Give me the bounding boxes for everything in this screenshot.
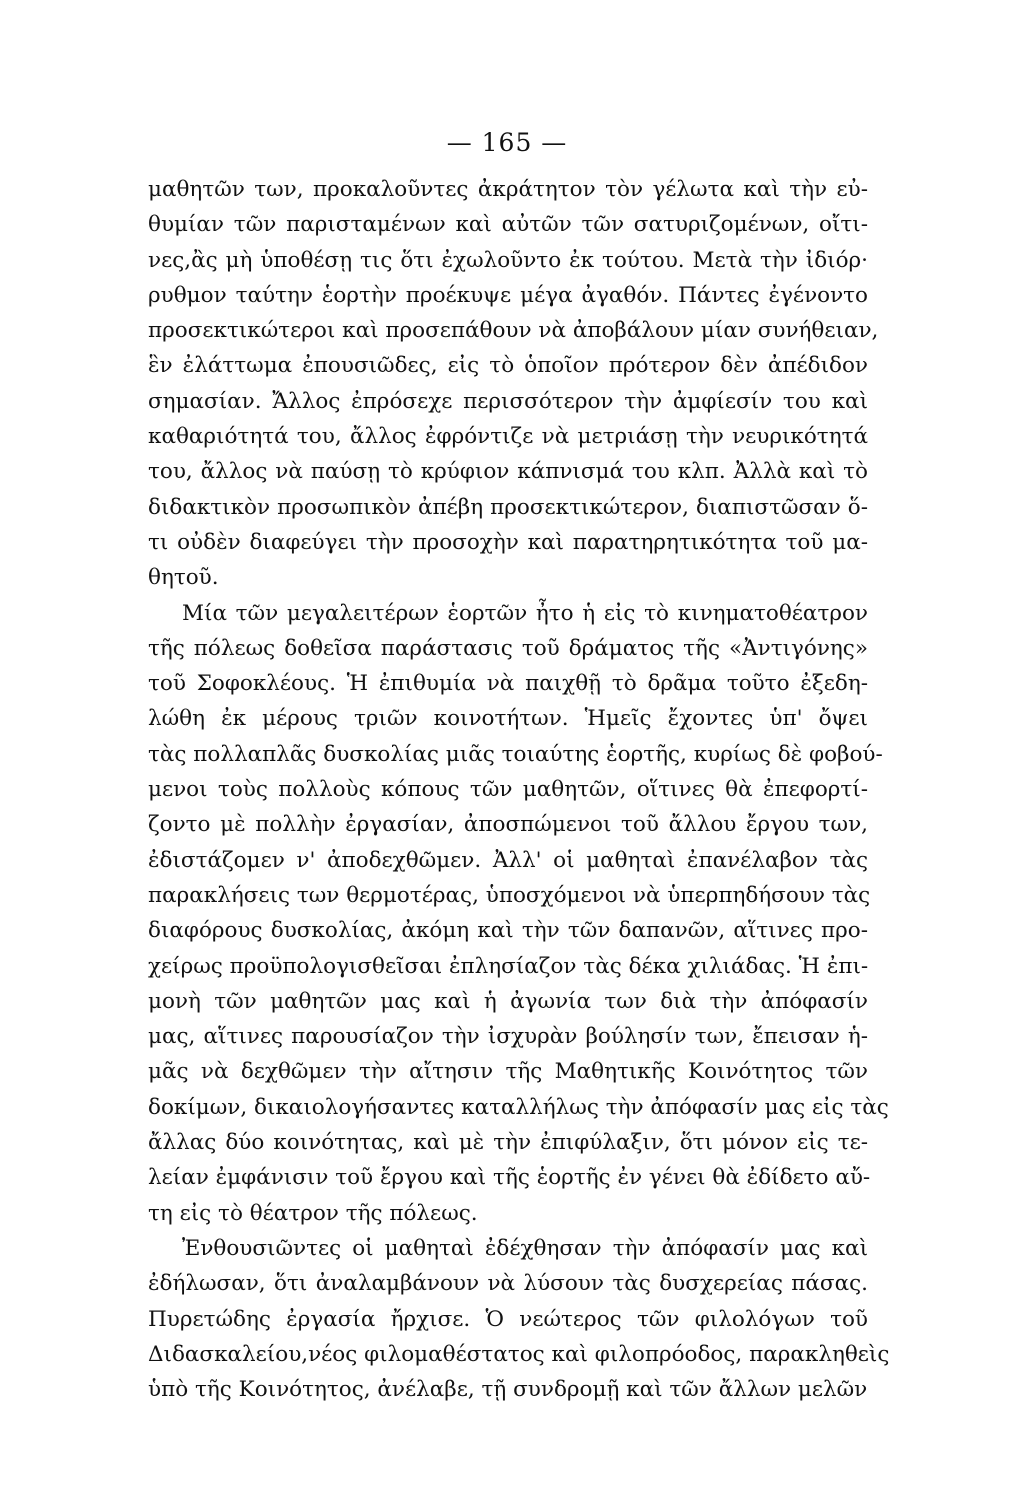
text-line: νες,ἂς μὴ ὑποθέσῃ τις ὅτι ἐχωλοῦντο ἐκ τούτου. Μετὰ τὴν ἰδιόρ·: [148, 247, 868, 273]
text-line: μαθητῶν των, προκαλοῦντες ἀκράτητον τὸν γέλωτα καὶ τὴν εὐ-: [148, 177, 868, 202]
text-line: λείαν ἐμφάνισιν τοῦ ἔργου καὶ τῆς ἑορτῆς ἐν γένει θὰ ἐδίδετο αὔ-: [148, 1165, 871, 1191]
text-line: μενοι τοὺς πολλοὺς κόπους τῶν μαθητῶν, οἵτινες θὰ ἐπεφορτί-: [148, 777, 868, 803]
text-line: ἐδιστάζομεν ν' ἀποδεχθῶμεν. Ἀλλ' οἱ μαθηταὶ ἐπανέλαβον τὰς: [148, 847, 868, 873]
text-line: προσεκτικώτεροι καὶ προσεπάθουν νὰ ἀποβάλουν μίαν συνήθειαν,: [148, 318, 879, 344]
text-line: του, ἄλλος νὰ παύσῃ τὸ κρύφιον κάπνισμά του κλπ. Ἀλλὰ καὶ τὸ: [148, 459, 868, 485]
text-line: ἓν ἐλάττωμα ἐπουσιῶδες, εἰς τὸ ὁποῖον πρότερον δὲν ἀπέδιδον: [148, 353, 868, 379]
text-line: μονὴ τῶν μαθητῶν μας καὶ ἡ ἀγωνία των διὰ τὴν ἀπόφασίν: [148, 988, 868, 1014]
text-line: τῆς πόλεως δοθεῖσα παράστασις τοῦ δράματος τῆς «Ἀντιγόνης»: [148, 635, 868, 661]
text-line: τη εἰς τὸ θέατρον τῆς πόλεως.: [148, 1200, 478, 1226]
text-line: τὰς πολλαπλᾶς δυσκολίας μιᾶς τοιαύτης ἑορτῆς, κυρίως δὲ φοβού-: [148, 741, 883, 767]
page-number: — 165 —: [446, 128, 568, 157]
text-line: ρυθμον ταύτην ἑορτὴν προέκυψε μέγα ἀγαθόν. Πάντες ἐγένοντο: [148, 282, 868, 308]
text-line: θητοῦ.: [148, 565, 219, 591]
text-line: τοῦ Σοφοκλέους. Ἡ ἐπιθυμία νὰ παιχθῇ τὸ δρᾶμα τοῦτο ἐξεδη-: [148, 671, 868, 697]
text-line: χείρως προϋπολογισθεῖσαι ἐπλησίαζον τὰς δέκα χιλιάδας. Ἡ ἐπι-: [148, 953, 869, 979]
text-line: δοκίμων, δικαιολογήσαντες καταλλήλως τὴν ἀπόφασίν μας εἰς τὰς: [148, 1094, 889, 1120]
paragraph: [148, 596, 889, 1231]
text-line: ζοντο μὲ πολλὴν ἐργασίαν, ἀποσπώμενοι τοῦ ἄλλου ἔργου των,: [148, 812, 868, 838]
text-line: Διδασκαλείου,νέος φιλομαθέστατος καὶ φιλοπρόοδος, παρακληθεὶς: [148, 1341, 890, 1367]
text-line: διδακτικὸν προσωπικὸν ἀπέβη προσεκτικώτερον, διαπιστῶσαν ὅ-: [148, 494, 868, 520]
text-line: λώθη ἐκ μέρους τριῶν κοινοτήτων. Ἡμεῖς ἔχοντες ὑπ' ὄψει: [148, 706, 868, 732]
text-line: διαφόρους δυσκολίας, ἀκόμη καὶ τὴν τῶν δαπανῶν, αἵτινες προ-: [148, 918, 868, 944]
text-line: Μία τῶν μεγαλειτέρων ἑορτῶν ἦτο ἡ εἰς τὸ κινηματοθέατρον: [182, 600, 868, 626]
text-line: θυμίαν τῶν παρισταμένων καὶ αὐτῶν τῶν σατυριζομένων, οἴτι-: [148, 212, 868, 238]
text-line: Ἐνθουσιῶντες οἱ μαθηταὶ ἐδέχθησαν τὴν ἀπόφασίν μας καὶ: [182, 1235, 868, 1261]
text-line: ὑπὸ τῆς Κοινότητος, ἀνέλαβε, τῇ συνδρομῇ καὶ τῶν ἄλλων μελῶν: [148, 1377, 868, 1403]
text-line: τι οὐδὲν διαφεύγει τὴν προσοχὴν καὶ παρατηρητικότητα τοῦ μα-: [148, 529, 868, 555]
text-line: Πυρετώδης ἐργασία ἤρχισε. Ὁ νεώτερος τῶν φιλολόγων τοῦ: [148, 1306, 868, 1332]
paragraph: [148, 1231, 890, 1407]
text-line: σημασίαν. Ἄλλος ἐπρόσεχε περισσότερον τὴν ἀμφίεσίν του καὶ: [148, 388, 868, 414]
text-line: ἄλλας δύο κοινότητας, καὶ μὲ τὴν ἐπιφύλαξιν, ὅτι μόνον εἰς τε-: [148, 1130, 868, 1156]
paragraph: [148, 172, 879, 596]
text-line: παρακλήσεις των θερμοτέρας, ὑποσχόμενοι νὰ ὑπερπηδήσουν τὰς: [148, 882, 871, 908]
body-text: [148, 172, 890, 1407]
text-line: μᾶς νὰ δεχθῶμεν τὴν αἴτησιν τῆς Μαθητικῆς Κοινότητος τῶν: [148, 1059, 868, 1085]
text-line: μας, αἵτινες παρουσίαζον τὴν ἰσχυρὰν βούλησίν των, ἔπεισαν ἡ-: [148, 1024, 868, 1050]
text-line: ἐδήλωσαν, ὅτι ἀναλαμβάνουν νὰ λύσουν τὰς δυσχερείας πάσας.: [148, 1271, 868, 1297]
text-line: καθαριότητά του, ἄλλος ἐφρόντιζε νὰ μετριάσῃ τὴν νευρικότητά: [148, 424, 868, 450]
